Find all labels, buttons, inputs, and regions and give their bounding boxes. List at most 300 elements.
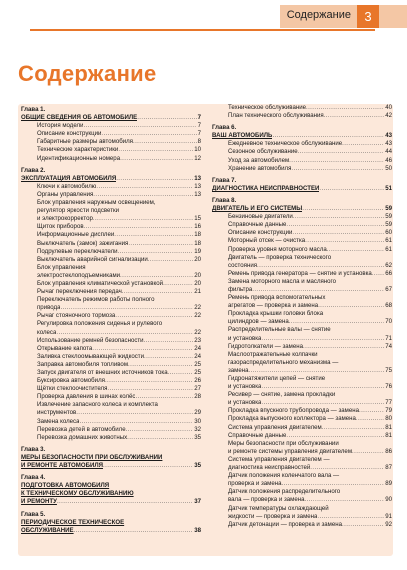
toc-page-number: 7	[197, 122, 201, 130]
toc-entry-text: и установка	[228, 399, 262, 407]
dot-leader	[282, 480, 385, 488]
toc-entry-text: газораспределительного механизма —	[228, 358, 339, 366]
dot-leader	[168, 369, 194, 377]
dot-leader	[317, 513, 384, 521]
toc-entry[interactable]	[212, 343, 392, 351]
toc-page-number: 80	[385, 415, 392, 423]
toc-page-number: 38	[194, 526, 201, 534]
dot-leader	[107, 385, 193, 393]
toc-entry[interactable]	[21, 377, 201, 385]
toc-entry-text: Щиток приборов	[37, 223, 84, 231]
toc-page-number: 61	[385, 237, 392, 245]
toc-entry-text: И РЕМОНТЕ АВТОМОБИЛЯ	[21, 462, 104, 470]
dot-leader	[298, 148, 385, 156]
toc-entry-text: фильтра	[228, 285, 253, 293]
toc-entry[interactable]	[21, 248, 201, 256]
toc-entry[interactable]	[21, 369, 201, 377]
dot-leader	[302, 205, 384, 213]
toc-entry-text: Заправка автомобиля топливом	[37, 360, 129, 368]
toc-entry-text: Блок управления	[37, 263, 86, 271]
toc-entry[interactable]	[21, 130, 201, 138]
dot-leader	[127, 434, 193, 442]
dot-leader	[137, 114, 196, 122]
toc-page-number: 13	[194, 174, 201, 182]
toc-entry-text: Прокладка крышки головки блока	[228, 310, 324, 318]
toc-entry[interactable]	[21, 361, 201, 369]
toc-entry-text: замена	[228, 366, 249, 374]
chapter-label: Глава 6.	[212, 124, 237, 132]
toc-entry-text: Ремень привода генератора — снятие и установка	[228, 269, 372, 277]
toc-entry-text: Система управления двигателем	[228, 423, 322, 431]
toc-page-number: 59	[385, 205, 392, 213]
toc-entry[interactable]	[212, 415, 392, 423]
toc-entry[interactable]	[21, 280, 201, 288]
toc-entry-text: ПОДГОТОВКА АВТОМОБИЛЯ	[21, 482, 110, 490]
toc-entry[interactable]	[212, 335, 392, 343]
toc-page-number: 29	[194, 409, 201, 417]
page-title: Содержание	[18, 61, 157, 86]
toc-entry-text: Система управления двигателем —	[228, 455, 330, 463]
toc-page-number: 40	[385, 104, 392, 111]
toc-entry[interactable]	[212, 140, 392, 148]
toc-page-number: 22	[194, 304, 201, 312]
dot-leader	[93, 215, 193, 223]
dot-leader	[76, 409, 193, 417]
toc-page-number: 25	[194, 360, 201, 368]
toc-entry[interactable]	[21, 288, 201, 296]
toc-page-number: 79	[385, 407, 392, 415]
toc-entry-text: Датчик детонации — проверка и замена	[228, 520, 343, 528]
toc-entry-text: Блок управления наружным освещением,	[37, 199, 156, 207]
toc-page-number: 81	[385, 423, 392, 431]
toc-page-number: 19	[194, 247, 201, 255]
dot-leader	[96, 183, 193, 191]
toc-entry[interactable]	[212, 496, 392, 504]
dot-leader	[319, 185, 384, 193]
dot-leader	[84, 223, 194, 231]
dot-leader	[249, 367, 385, 375]
dot-leader	[342, 140, 384, 148]
toc-entry-text: ДВИГАТЕЛЬ И ЕГО СИСТЕМЫ	[212, 205, 303, 213]
toc-page-number: 67	[385, 285, 392, 293]
toc-entry[interactable]	[21, 240, 201, 248]
dot-leader	[122, 288, 193, 296]
dot-leader	[148, 256, 193, 264]
toc-entry[interactable]	[212, 237, 392, 245]
toc-entry[interactable]	[21, 146, 201, 154]
toc-entry[interactable]	[212, 521, 392, 529]
dot-leader	[144, 353, 193, 361]
header-title: Содержание	[286, 9, 351, 21]
toc-page-number: 66	[385, 269, 392, 277]
toc-entry-text: Описание конструкции	[228, 229, 293, 237]
toc-entry-text: Перевозка детей в автомобиле	[37, 425, 126, 433]
toc-page-number: 61	[385, 245, 392, 253]
toc-page-number: 24	[194, 352, 201, 360]
dot-leader	[126, 426, 194, 434]
toc-entry-text: Заливка стеклоомывающей жидкости	[37, 352, 144, 360]
toc-left-column	[21, 104, 201, 535]
toc-page-number: 12	[194, 154, 201, 162]
toc-chapter-heading[interactable]	[21, 175, 201, 183]
toc-entry-text: Габаритные размеры автомобиля	[37, 138, 133, 146]
toc-entry[interactable]	[21, 256, 201, 264]
toc-page-number: 8	[197, 138, 201, 146]
toc-entry-text: МЕРЫ БЕЗОПАСНОСТИ ПРИ ОБСЛУЖИВАНИИ	[21, 453, 163, 461]
toc-entry-text: Буксировка автомобиля	[37, 377, 105, 385]
toc-page-number: 22	[194, 312, 201, 320]
toc-entry-text: Рычаг стояночного тормоза	[37, 312, 116, 320]
toc-page-number: 89	[385, 480, 392, 488]
toc-entry-text: колеса	[37, 328, 57, 336]
toc-entry-text: Справочные данные	[228, 221, 287, 229]
toc-page-number: 18	[194, 239, 201, 247]
toc-entry-text: Сезонное обслуживание	[228, 148, 298, 156]
toc-page-number: 24	[194, 344, 201, 352]
dot-leader	[128, 240, 193, 248]
toc-entry[interactable]	[212, 286, 392, 294]
toc-page-number: 51	[385, 184, 392, 192]
dot-leader	[291, 165, 384, 173]
toc-page-number: 77	[385, 399, 392, 407]
toc-chapter-heading[interactable]	[212, 185, 392, 193]
toc-page-number: 35	[194, 462, 201, 470]
dot-leader	[292, 229, 384, 237]
dot-leader	[115, 312, 193, 320]
toc-entry-text: Регулировка положения сиденья и рулевого	[37, 320, 163, 328]
toc-entry-text: Меры безопасности при обслуживании	[228, 439, 339, 447]
toc-entry-text: и установка	[228, 334, 262, 342]
toc-entry[interactable]	[21, 272, 201, 280]
dot-leader	[324, 112, 385, 120]
toc-entry-text: Выключатель аварийной сигнализации	[37, 255, 148, 263]
toc-entry[interactable]	[21, 138, 201, 146]
toc-page-number: 59	[385, 213, 392, 221]
dot-leader	[261, 335, 384, 343]
dot-leader	[306, 104, 384, 112]
toc-entry-text: Подрулевые переключатели	[37, 247, 118, 255]
toc-entry-text: Рычаг переключения передач	[37, 288, 122, 296]
toc-entry-text: ДИАГНОСТИКА НЕИСПРАВНОСТЕЙ	[212, 184, 320, 192]
toc-page-number: 60	[385, 229, 392, 237]
chapter-label: Глава 1.	[21, 106, 46, 113]
toc-page-number: 7	[197, 114, 201, 122]
toc-chapter-heading[interactable]	[212, 205, 392, 213]
toc-entry-text: цилиндров — замена	[228, 318, 289, 326]
toc-entry[interactable]	[212, 399, 392, 407]
dot-leader	[79, 418, 193, 426]
dot-leader	[103, 462, 193, 470]
toc-entry[interactable]	[21, 337, 201, 345]
toc-entry-text: Распределительные валы — снятие	[228, 326, 331, 334]
toc-page-number: 70	[385, 318, 392, 326]
toc-entry[interactable]	[212, 270, 392, 278]
toc-page-number: 25	[194, 369, 201, 376]
toc-page-number: 23	[194, 336, 201, 344]
toc-entry[interactable]	[212, 148, 392, 156]
toc-page-number: 44	[385, 148, 392, 156]
toc-entry-text: Переключатель режимов работы полного	[37, 296, 155, 304]
dot-leader	[83, 122, 196, 130]
toc-page-number: 43	[385, 132, 392, 140]
toc-entry-text: Ресивер — снятие, замена прокладки	[228, 391, 336, 399]
toc-entry-text: регулятор яркости подсветки	[37, 207, 120, 215]
chapter-label: Глава 2.	[21, 166, 46, 174]
dot-leader	[352, 448, 384, 456]
dot-leader	[114, 231, 193, 239]
dot-leader	[257, 262, 384, 270]
toc-entry-text: План технического обслуживания	[228, 112, 324, 120]
toc-entry[interactable]	[21, 304, 201, 312]
toc-page-number: 91	[385, 512, 392, 520]
dot-leader	[327, 246, 384, 254]
toc-entry-text: Замена колеса	[37, 417, 80, 425]
toc-right-column	[212, 104, 392, 529]
toc-entry-text: диагностика неисправностей	[228, 464, 311, 472]
toc-entry[interactable]	[21, 329, 201, 337]
toc-entry[interactable]	[21, 183, 201, 191]
toc-page-number: 87	[385, 464, 392, 472]
toc-entry-text: ОБЩИЕ СВЕДЕНИЯ ОБ АВТОМОБИЛЕ	[21, 114, 138, 122]
toc-entry-text: инструментов	[37, 409, 77, 417]
toc-entry[interactable]	[21, 385, 201, 393]
toc-entry[interactable]	[21, 345, 201, 353]
toc-entry-text: Бензиновые двигатели	[228, 213, 293, 221]
toc-entry-text: электростеклоподъемниками	[37, 271, 121, 279]
toc-page-number: 76	[385, 383, 392, 391]
toc-entry-text: Прокладка выпускного коллектора — замена	[228, 415, 356, 423]
toc-entry[interactable]	[212, 424, 392, 432]
toc-page-number: 7	[197, 130, 201, 138]
toc-page-number: 46	[385, 156, 392, 164]
page-header	[0, 5, 407, 28]
toc-entry-text: Справочные данные	[228, 431, 287, 439]
dot-leader	[118, 146, 193, 154]
toc-entry[interactable]	[212, 318, 392, 326]
toc-page-number: 16	[194, 223, 201, 231]
dot-leader	[289, 318, 384, 326]
toc-entry-text: и электрокорректор	[37, 215, 93, 223]
header-divider	[30, 29, 375, 31]
toc-entry-text: Блок управления климатической установкой	[37, 279, 164, 287]
toc-entry-text: Датчик положения распределительного	[228, 488, 341, 496]
toc-entry-text: К ТЕХНИЧЕСКОМУ ОБСЛУЖИВАНИЮ	[21, 490, 134, 498]
toc-page-number: 35	[194, 433, 201, 441]
toc-entry-text: Извлечение запасного колеса и комплекта	[37, 401, 158, 409]
dot-leader	[128, 361, 193, 369]
toc-entry-text: История модели	[37, 122, 84, 130]
toc-entry-text: Органы управления	[37, 190, 94, 198]
toc-entry-text: Двигатель — проверка технического	[228, 253, 332, 261]
toc-entry-text: вала — проверка и замена	[228, 496, 305, 504]
toc-entry[interactable]	[212, 262, 392, 270]
toc-entry-text: Технические характеристики	[37, 146, 119, 154]
toc-page-number: 59	[385, 221, 392, 229]
toc-chapter-heading[interactable]	[212, 132, 392, 140]
dot-leader	[310, 464, 384, 472]
dot-leader	[305, 496, 385, 504]
toc-page-number: 50	[385, 164, 392, 172]
toc-entry-text: Щётки стеклоочистителя	[37, 385, 108, 393]
dot-leader	[144, 337, 194, 345]
toc-entry[interactable]	[212, 165, 392, 173]
toc-entry[interactable]	[21, 122, 201, 130]
toc-entry-text: Выключатель (замок) зажигания	[37, 239, 129, 247]
toc-entry[interactable]	[212, 157, 392, 165]
toc-entry-text: проверка и замена	[228, 480, 282, 488]
toc-page-number: 75	[385, 366, 392, 374]
toc-entry[interactable]	[212, 246, 392, 254]
toc-page-number: 68	[385, 302, 392, 310]
dot-leader	[56, 329, 193, 337]
toc-entry[interactable]	[212, 302, 392, 310]
toc-entry-text: Ежедневное техническое обслуживание	[228, 140, 343, 148]
dot-leader	[356, 415, 384, 423]
toc-page-number: 43	[385, 140, 392, 148]
toc-entry[interactable]	[21, 409, 201, 417]
toc-page-number: 15	[194, 215, 201, 223]
toc-entry[interactable]	[212, 112, 392, 120]
toc-page-number: 26	[194, 377, 201, 385]
toc-entry[interactable]	[212, 221, 392, 229]
dot-leader	[105, 377, 193, 385]
dot-leader	[342, 521, 384, 529]
toc-entry-text: ВАШ АВТОМОБИЛЬ	[212, 132, 273, 140]
toc-chapter-heading[interactable]	[21, 462, 201, 470]
toc-page-number: 13	[194, 190, 201, 198]
toc-entry[interactable]	[212, 229, 392, 237]
toc-entry-text: Перевозка домашних животных	[37, 433, 128, 441]
toc-chapter-heading[interactable]	[21, 114, 201, 122]
toc-entry[interactable]	[21, 191, 201, 199]
toc-page-number: 37	[194, 498, 201, 506]
toc-entry[interactable]	[212, 367, 392, 375]
toc-entry-text: Ключи к автомобилю	[37, 182, 97, 190]
chapter-label: Глава 7.	[212, 176, 237, 184]
dot-leader	[252, 286, 384, 294]
toc-entry-text: Уход за автомобилем	[228, 156, 290, 164]
dot-leader	[92, 345, 193, 353]
toc-entry-text: Проверка давления в шинах колёс	[37, 393, 136, 401]
dot-leader	[303, 343, 384, 351]
toc-entry-text: ОБСЛУЖИВАНИЕ	[21, 526, 74, 534]
toc-entry-text: Маслоотражательные колпачки	[228, 350, 318, 358]
toc-chapter-heading[interactable]	[21, 498, 201, 506]
toc-entry[interactable]	[21, 434, 201, 442]
toc-entry-text: и ремонте системы управления двигателем	[228, 447, 353, 455]
toc-entry-text: агрегатов — проверка и замена	[228, 302, 319, 310]
dot-leader	[359, 407, 384, 415]
toc-page-number: 20	[194, 255, 201, 263]
dot-leader	[74, 527, 194, 535]
toc-page-number: 90	[385, 496, 392, 504]
dot-leader	[60, 304, 193, 312]
toc-entry[interactable]	[21, 426, 201, 434]
dot-leader	[57, 498, 193, 506]
dot-leader	[289, 157, 384, 165]
dot-leader	[163, 280, 193, 288]
dot-leader	[293, 213, 384, 221]
dot-leader	[261, 399, 384, 407]
toc-page-number: 71	[385, 334, 392, 342]
dot-leader	[318, 302, 384, 310]
dot-leader	[272, 132, 384, 140]
dot-leader	[286, 432, 384, 440]
toc-entry[interactable]	[212, 213, 392, 221]
chapter-label: Глава 8.	[212, 196, 237, 204]
toc-entry[interactable]	[212, 480, 392, 488]
toc-page-number: 81	[385, 431, 392, 439]
toc-page-number: 42	[385, 112, 392, 120]
toc-page-number: 22	[194, 328, 201, 336]
toc-page-number: 13	[194, 182, 201, 190]
toc-page-number: 18	[194, 231, 201, 239]
toc-entry[interactable]	[212, 432, 392, 440]
toc-entry-text: Моторный отсек — очистка	[228, 237, 306, 245]
toc-entry[interactable]	[21, 353, 201, 361]
toc-entry[interactable]	[21, 312, 201, 320]
toc-page-number: 92	[385, 520, 392, 528]
chapter-label: Глава 3.	[21, 445, 46, 453]
toc-entry-text: и установка	[228, 383, 262, 391]
toc-page-number: 28	[194, 393, 201, 401]
chapter-label: Глава 5.	[21, 510, 46, 518]
toc-entry-text: ПЕРИОДИЧЕСКОЕ ТЕХНИЧЕСКОЕ	[21, 518, 125, 526]
toc-entry-text: Информационные дисплеи	[37, 231, 115, 239]
toc-page-number: 10	[194, 146, 201, 154]
toc-entry-text: Хранение автомобиля	[228, 164, 292, 172]
toc-entry[interactable]	[212, 104, 392, 112]
toc-entry[interactable]	[21, 393, 201, 401]
toc-page-number: 32	[194, 425, 201, 433]
toc-entry[interactable]	[212, 383, 392, 391]
toc-entry-text: Техническое обслуживание	[228, 104, 306, 111]
toc-entry-text: Датчик положения коленчатого вала —	[228, 472, 340, 480]
toc-entry-text: Датчик температуры охлаждающей	[228, 504, 329, 512]
dot-leader	[116, 175, 193, 183]
toc-entry[interactable]	[21, 215, 201, 223]
toc-entry[interactable]	[212, 513, 392, 521]
toc-page-number: 20	[194, 271, 201, 279]
toc-entry[interactable]	[21, 418, 201, 426]
toc-entry-text: Использование ремней безопасности	[37, 336, 144, 344]
toc-entry[interactable]	[21, 231, 201, 239]
toc-entry[interactable]	[212, 464, 392, 472]
dot-leader	[120, 155, 193, 163]
toc-entry-text: Открывание капота	[37, 344, 93, 352]
toc-entry-text: Запуск двигателя от внешних источников тока	[37, 369, 168, 376]
toc-entry-text: состояния	[228, 261, 258, 269]
toc-page-number: 30	[194, 417, 201, 425]
chapter-label: Глава 4.	[21, 474, 46, 482]
toc-entry-text: Идентификационные номера	[37, 154, 121, 162]
toc-entry[interactable]	[21, 155, 201, 163]
page-number: 3	[357, 5, 379, 28]
dot-leader	[93, 191, 193, 199]
toc-entry[interactable]	[212, 407, 392, 415]
toc-entry-text: ЭКСПЛУАТАЦИЯ АВТОМОБИЛЯ	[21, 174, 117, 182]
toc-entry[interactable]	[212, 448, 392, 456]
dot-leader	[286, 221, 384, 229]
dot-leader	[118, 248, 194, 256]
dot-leader	[322, 424, 384, 432]
toc-page-number: 20	[194, 279, 201, 287]
toc-entry[interactable]	[21, 223, 201, 231]
toc-entry-text: Описание конструкции	[37, 130, 102, 138]
toc-entry-text: Гидротолкатели — замена	[228, 342, 304, 350]
toc-entry-text: привода	[37, 304, 61, 312]
toc-chapter-heading[interactable]	[21, 527, 201, 535]
